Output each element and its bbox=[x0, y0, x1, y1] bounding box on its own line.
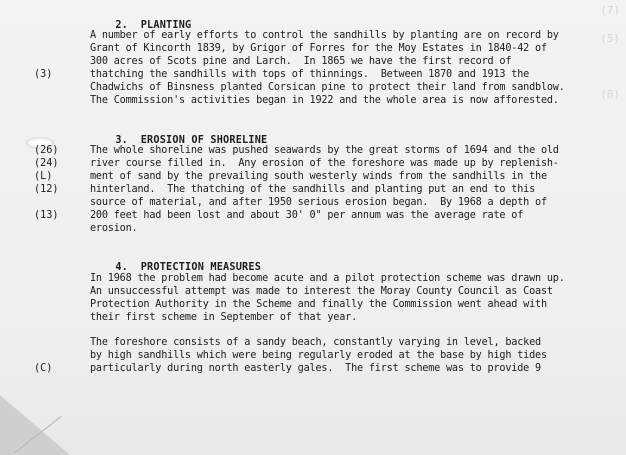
margin-reference: (3) bbox=[34, 69, 53, 80]
text-line: The foreshore consists of a sandy beach, constantly varying in level, backed bbox=[90, 337, 541, 348]
margin-reference: (26) bbox=[34, 145, 59, 156]
margin-reference: (24) bbox=[34, 158, 59, 169]
section-number: 4. bbox=[115, 262, 129, 273]
text-line: Grant of Kincorth 1839, by Grigor of Forres for the Moy Estates in 1840-42 of bbox=[90, 43, 547, 54]
text-line: Protection Authority in the Scheme and finally the Commission went ahead with bbox=[90, 299, 547, 310]
text-line: The Commission's activities began in 1922 and the whole area is now afforested. bbox=[90, 95, 559, 106]
text-line: hinterland. The thatching of the sandhills and planting put an end to this bbox=[90, 184, 536, 195]
section-title: PLANTING bbox=[140, 20, 192, 31]
text-line: particularly during north easterly gales. The first scheme was to provide 9 bbox=[90, 363, 541, 374]
margin-reference: (13) bbox=[34, 210, 59, 221]
section-number: 3. bbox=[115, 135, 129, 146]
bleed-through-marks: (7) (5) (8) bbox=[600, 4, 620, 101]
text-line: river course filled in. Any erosion of the foreshore was made up by replenish- bbox=[90, 158, 559, 169]
margin-reference: (C) bbox=[34, 363, 53, 374]
text-line: ment of sand by the prevailing south westerly winds from the sandhills in the bbox=[90, 171, 547, 182]
text-line: their first scheme in September of that year. bbox=[90, 312, 358, 323]
text-line: source of material, and after 1950 serious erosion began. By 1968 a depth of bbox=[90, 197, 547, 208]
text-line: by high sandhills which were being regularly eroded at the base by high tides bbox=[90, 350, 547, 361]
text-line: 300 acres of Scots pine and Larch. In 1865 we have the first record of bbox=[90, 56, 512, 67]
margin-reference: (12) bbox=[34, 184, 59, 195]
section-title: EROSION OF SHORELINE bbox=[140, 135, 268, 146]
section-number: 2. bbox=[115, 20, 129, 31]
section-title: PROTECTION MEASURES bbox=[140, 262, 262, 273]
text-line: An unsuccessful attempt was made to interest the Moray County Council as Coast bbox=[90, 286, 553, 297]
text-line: erosion. bbox=[90, 223, 138, 234]
text-line: Chadwichs of Binsness planted Corsican pine to protect their land from sandblow. bbox=[90, 82, 565, 93]
text-line: The whole shoreline was pushed seawards by the great storms of 1694 and the old bbox=[90, 145, 559, 156]
text-line: 200 feet had been lost and about 30' 0" per annum was the average rate of bbox=[90, 210, 524, 221]
text-line: thatching the sandhills with tops of thinnings. Between 1870 and 1913 the bbox=[90, 69, 530, 80]
folded-corner bbox=[0, 395, 70, 455]
margin-reference: (L) bbox=[34, 171, 53, 182]
text-line: A number of early efforts to control the sandhills by planting are on record by bbox=[90, 30, 559, 41]
text-line: In 1968 the problem had become acute and a pilot protection scheme was drawn up. bbox=[90, 273, 565, 284]
